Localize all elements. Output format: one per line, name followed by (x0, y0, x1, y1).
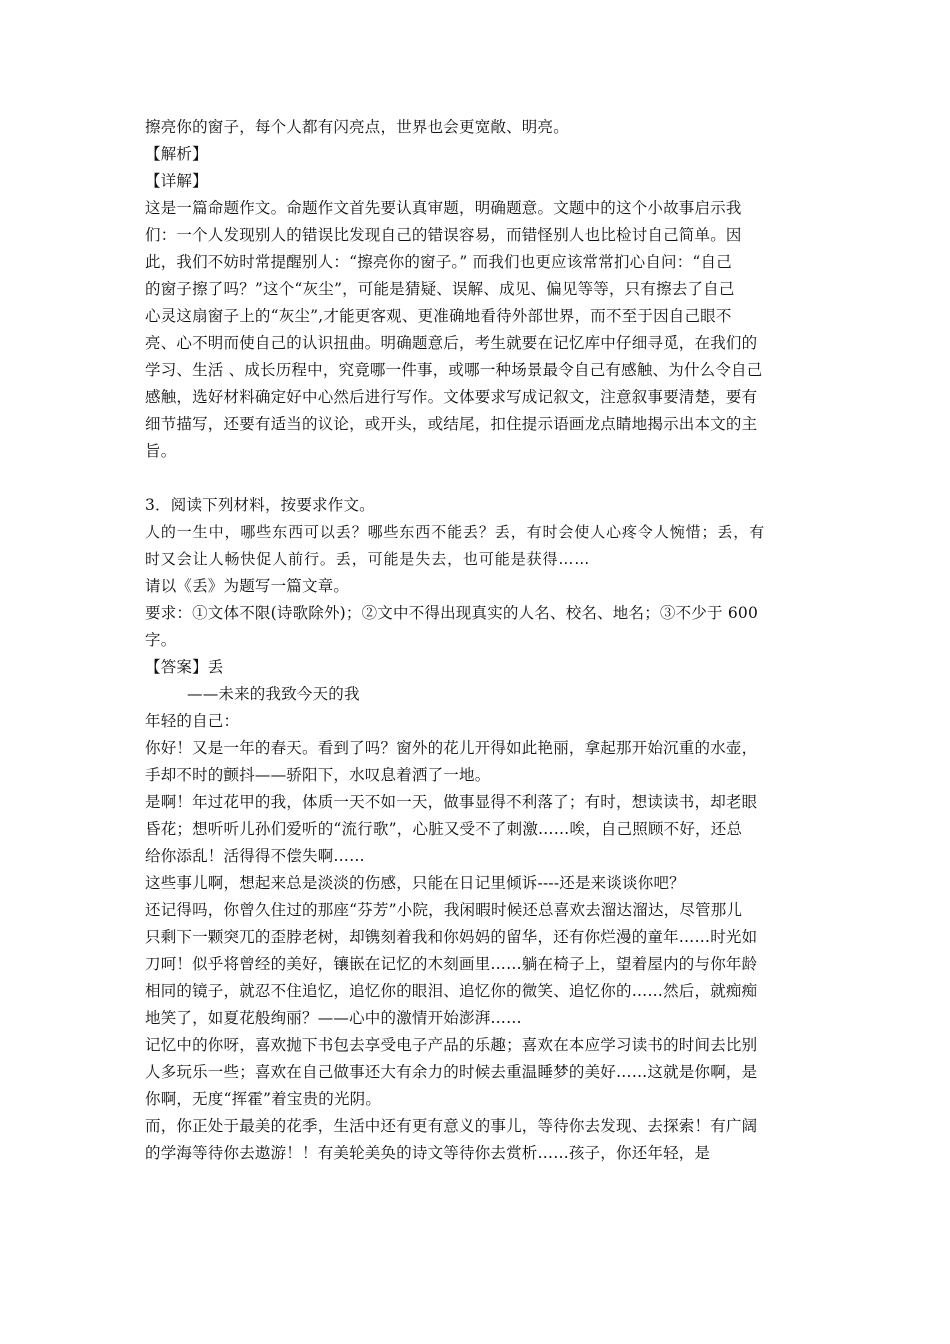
essay-line: 这些事儿啊，想起来总是淡淡的伤感，只能在日记里倾诉----还是来谈谈你吧？ (145, 874, 685, 892)
analysis-paragraph (145, 195, 815, 465)
analysis-line: 这是一篇命题作文。命题作文首先要认真审题，明确题意。文题中的这个小故事启示我 (145, 199, 742, 217)
essay-subtitle: ——未来的我致今天的我 (187, 685, 360, 703)
essay-line: 手却不时的颤抖——骄阳下，水叹息着洒了一地。 (145, 766, 491, 784)
essay-line: 只剩下一颗突兀的歪脖老树，却镌刻着我和你妈妈的留华，还有你烂漫的童年……时光如 (145, 928, 758, 946)
material-line: 时又会让人畅快促人前行。丢，可能是失去，也可能是获得…… (145, 550, 591, 568)
essay-line: 相同的镜子，就忍不住追忆，追忆你的眼泪、追忆你的微笑、追忆你的……然后，就痴痴 (145, 982, 758, 1000)
analysis-line: 此，我们不妨时常提醒别人：“擦亮你的窗子。” 而我们也更应该常常扪心自问：“自己 (145, 253, 732, 271)
essay-line: 而，你正处于最美的花季，生活中还有更有意义的事儿，等待你去发现、去探索！有广阔 (145, 1117, 758, 1135)
label-detailed-explanation: 【详解】 (145, 172, 208, 190)
requirement-paragraph (145, 600, 815, 654)
material-paragraph (145, 519, 815, 573)
analysis-line: 细节描写，还要有适当的议论，或开头，或结尾，扣住提示语画龙点睛地揭示出本文的主 (145, 415, 758, 433)
essay-line: 给你添乱！活得得不偿失啊…… (145, 847, 365, 865)
analysis-line: 心灵这扇窗子上的“灰尘”,才能更客观、更准确地看待外部世界，而不至于因自己眼不 (145, 307, 732, 325)
essay-line: 你啊，无度“挥霍”着宝贵的光阴。 (145, 1090, 382, 1108)
label-analysis: 【解析】 (145, 145, 208, 163)
intro-line: 擦亮你的窗子，每个人都有闪亮点，世界也会更宽敞、明亮。 (145, 118, 569, 136)
analysis-line: 亮、心不明而使自己的认识扭曲。明确题意后，考生就要在记忆库中仔细寻觅，在我们的 (145, 334, 758, 352)
analysis-line: 们：一个人发现别人的错误比发现自己的错误容易，而错怪别人也比检讨自己简单。因 (145, 226, 742, 244)
spacer (145, 465, 815, 492)
essay-line: 是啊！年过花甲的我，体质一天不如一天，做事显得不利落了；有时，想读读书，却老眼 (145, 793, 758, 811)
essay-line: 刀呵！似乎将曾经的美好，镶嵌在记忆的木刻画里……躺在椅子上，望着屋内的与你年龄 (145, 955, 758, 973)
essay-line: 人多玩乐一些；喜欢在自己做事还大有余力的时候去重温睡梦的美好……这就是你啊，是 (145, 1063, 758, 1081)
essay-salutation: 年轻的自己： (145, 712, 240, 730)
essay-line: 你好！又是一年的春天。看到了吗？窗外的花儿开得如此艳丽，拿起那开始沉重的水壶， (145, 739, 758, 757)
prompt-line: 请以《丢》为题写一篇文章。 (145, 577, 350, 595)
essay-line: 记忆中的你呀，喜欢抛下书包去享受电子产品的乐趣；喜欢在本应学习读书的时间去比别 (145, 1036, 758, 1054)
analysis-line: 旨。 (145, 442, 177, 460)
answer-label: 【答案】丢 (145, 658, 224, 676)
analysis-line: 感触，选好材料确定好中心然后进行写作。文体要求写成记叙文，注意叙事要清楚，要有 (145, 388, 758, 406)
analysis-line: 的窗子擦了吗？”这个“灰尘”，可能是猜疑、误解、成见、偏见等等，只有擦去了自己 (145, 280, 735, 298)
analysis-line: 学习、生活 、成长历程中，究竟哪一件事，或哪一种场景最令自己有感触、为什么令自己 (145, 361, 763, 379)
essay-line: 地笑了，如夏花般绚丽？——心中的激情开始澎湃…… (145, 1009, 522, 1027)
essay-line: 还记得吗，你曾久住过的那座“芬芳”小院，我闲暇时候还总喜欢去溜达溜达，尽管那儿 (145, 901, 743, 919)
requirement-line: 字。 (145, 631, 177, 649)
essay-line: 昏花；想听听儿孙们爱听的“流行歌”，心脏又受不了刺激……唉，自己照顾不好，还总 (145, 820, 743, 838)
essay-body (145, 735, 815, 1167)
question-3-title: 3．阅读下列材料，按要求作文。 (145, 496, 375, 514)
requirement-line: 要求：①文体不限(诗歌除外)；②文中不得出现真实的人名、校名、地名；③不少于 600 (145, 604, 759, 622)
material-line: 人的一生中，哪些东西可以丢？哪些东西不能丢？丢，有时会使人心疼令人惋惜；丢，有 (145, 523, 766, 541)
essay-line: 的学海等待你去遨游！！有美轮美奂的诗文等待你去赏析……孩子，你还年轻，是 (145, 1144, 711, 1162)
document-body (145, 114, 815, 1167)
